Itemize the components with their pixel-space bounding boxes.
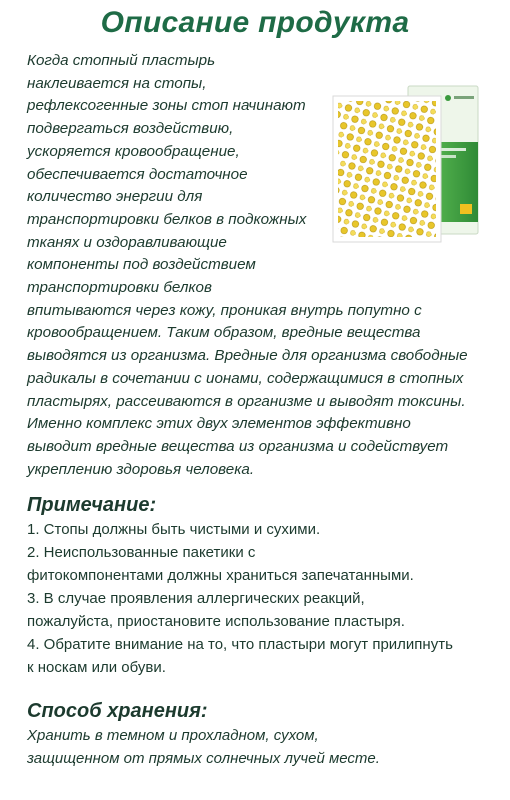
- page-title: Описание продукта: [100, 6, 410, 39]
- description-line: рефлексогенные зоны стоп начинают: [27, 97, 306, 115]
- note-item: к носкам или обуви.: [27, 659, 166, 676]
- description-line: выводятся из организма. Вредные для организма свободные: [27, 347, 468, 365]
- storage-heading: Способ хранения:: [27, 700, 208, 722]
- note-item: пожалуйста, приостановите использование пластыря.: [27, 613, 405, 630]
- description-line: укреплению здоровья человека.: [27, 460, 255, 478]
- product-image: [330, 84, 480, 244]
- note-item: 1. Стопы должны быть чистыми и сухими.: [27, 521, 321, 538]
- description-line: кровообращением. Таким образом, вредные вещества: [27, 324, 421, 342]
- description-line: Когда стопный пластырь: [27, 52, 216, 69]
- storage-line: Хранить в темном и прохладном, сухом,: [27, 727, 319, 744]
- notes-list: [27, 518, 487, 679]
- description-line: количество энергии для: [27, 188, 203, 206]
- foot-patch-package-illustration: [330, 84, 480, 244]
- note-item: 3. В случае проявления аллергических реакций,: [27, 590, 365, 607]
- note-item: фитокомпонентами должны храниться запечатанными.: [27, 567, 414, 584]
- description-line: транспортировки белков в подкожных: [27, 210, 307, 228]
- description-line: радикалы в сочетании с ионами, содержащимися в стопных: [27, 369, 464, 387]
- description-line: тканях и оздоравливающие: [27, 233, 227, 251]
- description-line: впитываются через кожу, проникая внутрь попутно с: [27, 301, 422, 319]
- note-item: 2. Неиспользованные пакетики с: [27, 544, 256, 561]
- description-line: Именно комплекс этих двух элементов эффективно: [27, 415, 411, 433]
- notes-heading: Примечание:: [27, 494, 157, 516]
- description-line: компоненты под воздействием: [27, 256, 256, 274]
- description-line: обеспечивается достаточное: [27, 165, 248, 183]
- note-item: 4. Обратите внимание на то, что пластыри могут прилипнуть: [27, 636, 453, 653]
- description-line: пластырях, рассеиваются в организме и выводят токсины.: [27, 392, 466, 410]
- description-line: выводит вредные вещества из организма и содействует: [27, 437, 449, 455]
- description-line: подвергаться воздействию,: [27, 120, 234, 138]
- description-line: ускоряется кровообращение,: [27, 142, 240, 160]
- storage-text: [27, 724, 487, 770]
- description-line: наклеивается на стопы,: [27, 74, 207, 92]
- description-line: транспортировки белков: [27, 279, 212, 297]
- storage-line: защищенном от прямых солнечных лучей месте.: [27, 750, 380, 767]
